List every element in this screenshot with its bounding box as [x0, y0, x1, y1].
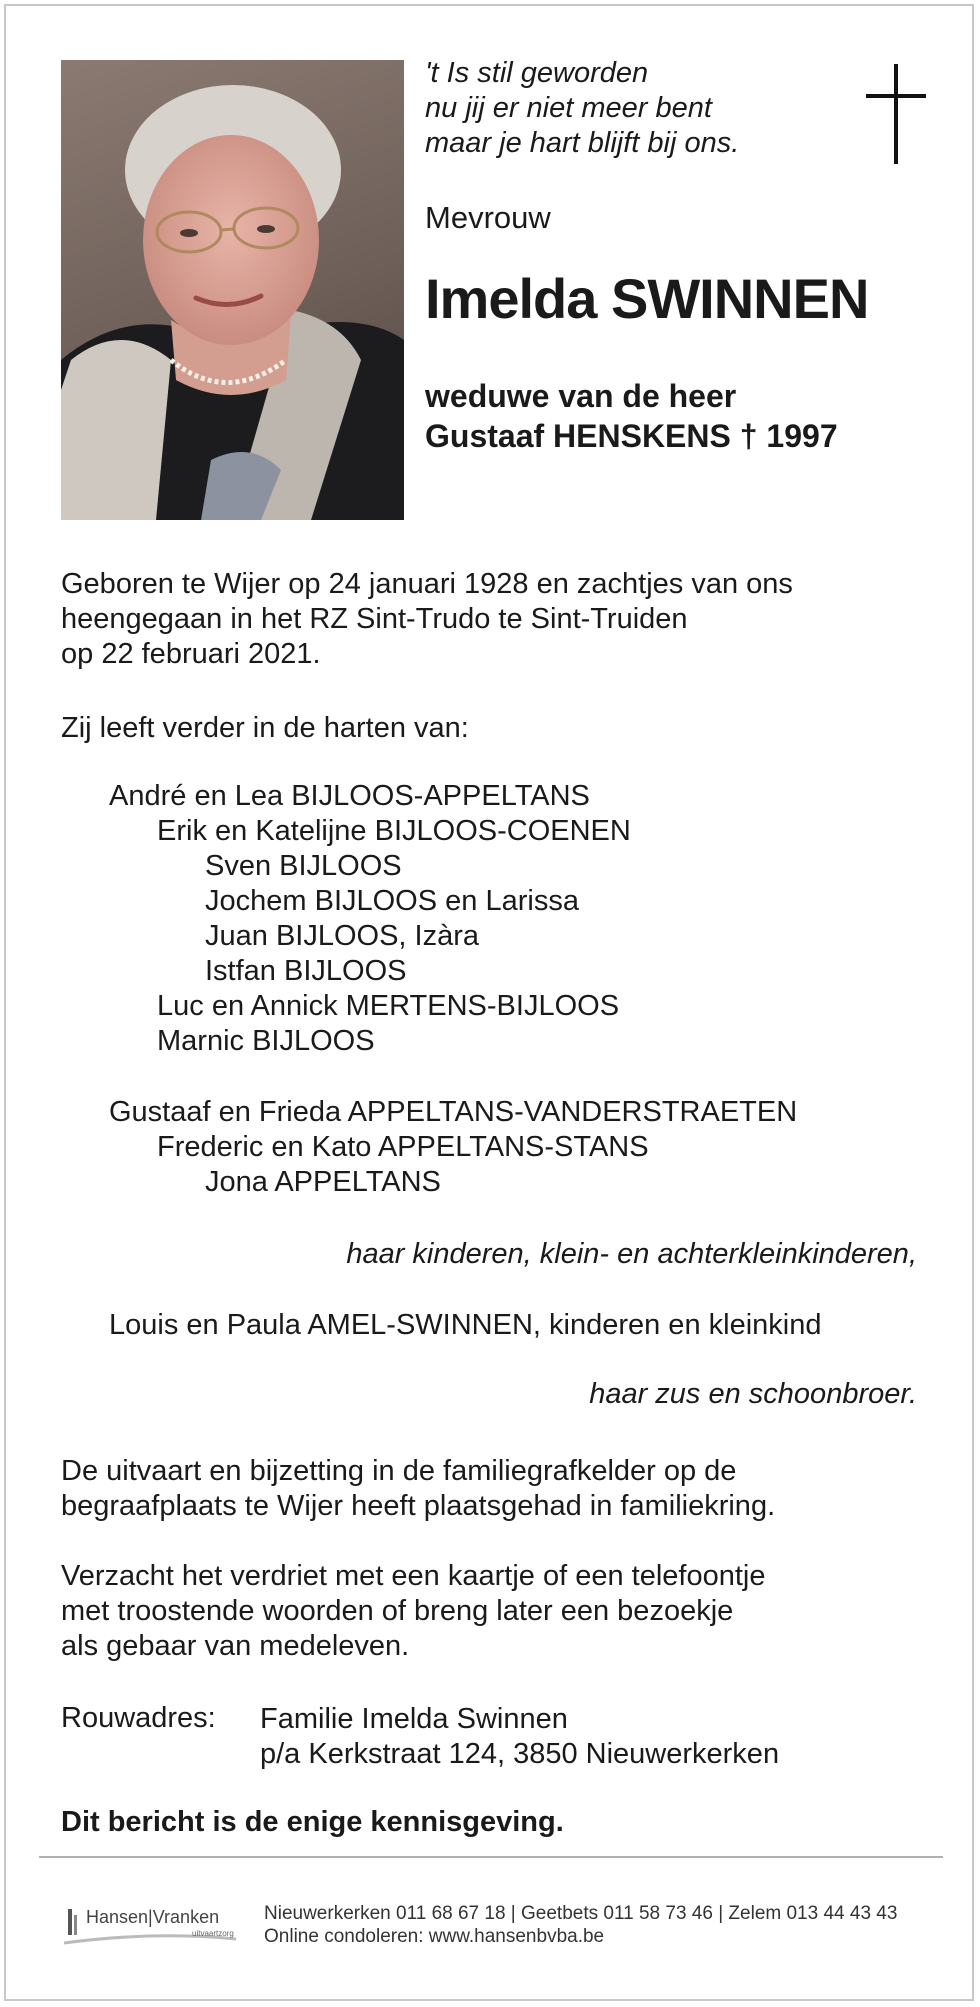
logo-name: Hansen|Vranken [86, 1907, 220, 1927]
footer-website[interactable]: Online condoleren: www.hansenbvba.be [264, 1926, 605, 1947]
family-member: Jochem BIJLOOS en Larissa [205, 885, 579, 917]
footer-contact [264, 1902, 897, 1948]
family-member: Sven BIJLOOS [205, 850, 402, 882]
family-member: André en Lea BIJLOOS-APPELTANS [109, 780, 590, 812]
paragraph-line: Verzacht het verdriet met een kaartje of een telefoontje [61, 1560, 766, 1592]
address [260, 1702, 779, 1772]
deceased-name: Imelda SWINNEN [425, 267, 869, 330]
birth-death-paragraph [61, 567, 793, 672]
address-line: Familie Imelda Swinnen [260, 1703, 568, 1735]
notice-statement: Dit bericht is de enige kennisgeving. [61, 1806, 564, 1838]
paragraph-line: als gebaar van medeleven. [61, 1630, 410, 1662]
poem-line: maar je hart blijft bij ons. [425, 127, 740, 159]
family-member: Marnic BIJLOOS [157, 1025, 375, 1057]
family-member: Erik en Katelijne BIJLOOS-COENEN [157, 815, 631, 847]
family-member: Luc en Annick MERTENS-BIJLOOS [157, 990, 620, 1022]
footer-phones: Nieuwerkerken 011 68 67 18 | Geetbets 011 58 73 46 | Zelem 013 44 43 43 [264, 1903, 898, 1924]
spouse-info [425, 376, 838, 456]
death-notice-card [4, 4, 974, 2001]
paragraph-line: heengegaan in het RZ Sint-Trudo te Sint-Truiden [61, 603, 688, 635]
spouse-line: Gustaaf HENSKENS † 1997 [425, 418, 838, 454]
paragraph-line: met troostende woorden of breng later een bezoekje [61, 1595, 734, 1627]
address-label: Rouwadres: [61, 1702, 216, 1734]
relation-label: haar zus en schoonbroer. [589, 1378, 917, 1410]
funeral-paragraph [61, 1454, 775, 1524]
cross-icon [866, 64, 926, 164]
condolence-paragraph [61, 1559, 765, 1664]
family-member: Juan BIJLOOS, Izàra [205, 920, 480, 952]
family-member: Jona APPELTANS [205, 1166, 441, 1198]
family-member: Istfan BIJLOOS [205, 955, 407, 987]
family-member: Frederic en Kato APPELTANS-STANS [157, 1131, 649, 1163]
survived-intro: Zij leeft verder in de harten van: [61, 712, 469, 744]
salutation: Mevrouw [425, 200, 551, 235]
logo-subtitle: uitvaartzorg [192, 1929, 234, 1938]
paragraph-line: op 22 februari 2021. [61, 638, 321, 670]
relation-label: haar kinderen, klein- en achterkleinkinderen, [346, 1238, 917, 1270]
paragraph-line: Geboren te Wijer op 24 januari 1928 en zachtjes van ons [61, 568, 793, 600]
portrait-illustration [61, 60, 404, 520]
poem-line: nu jij er niet meer bent [425, 92, 712, 124]
family-member: Louis en Paula AMEL-SWINNEN, kinderen en kleinkind [109, 1309, 822, 1341]
family-member: Gustaaf en Frieda APPELTANS-VANDERSTRAETEN [109, 1096, 798, 1128]
address-line: p/a Kerkstraat 124, 3850 Nieuwerkerken [260, 1738, 780, 1770]
funeral-home-logo [64, 1901, 244, 1951]
paragraph-line: De uitvaart en bijzetting in de familiegrafkelder op de [61, 1455, 737, 1487]
poem-line: 't Is stil geworden [425, 57, 649, 89]
divider [39, 1856, 943, 1858]
spouse-line: weduwe van de heer [425, 378, 737, 414]
paragraph-line: begraafplaats te Wijer heeft plaatsgehad in familiekring. [61, 1490, 776, 1522]
portrait-photo [61, 60, 404, 520]
poem [425, 56, 739, 161]
